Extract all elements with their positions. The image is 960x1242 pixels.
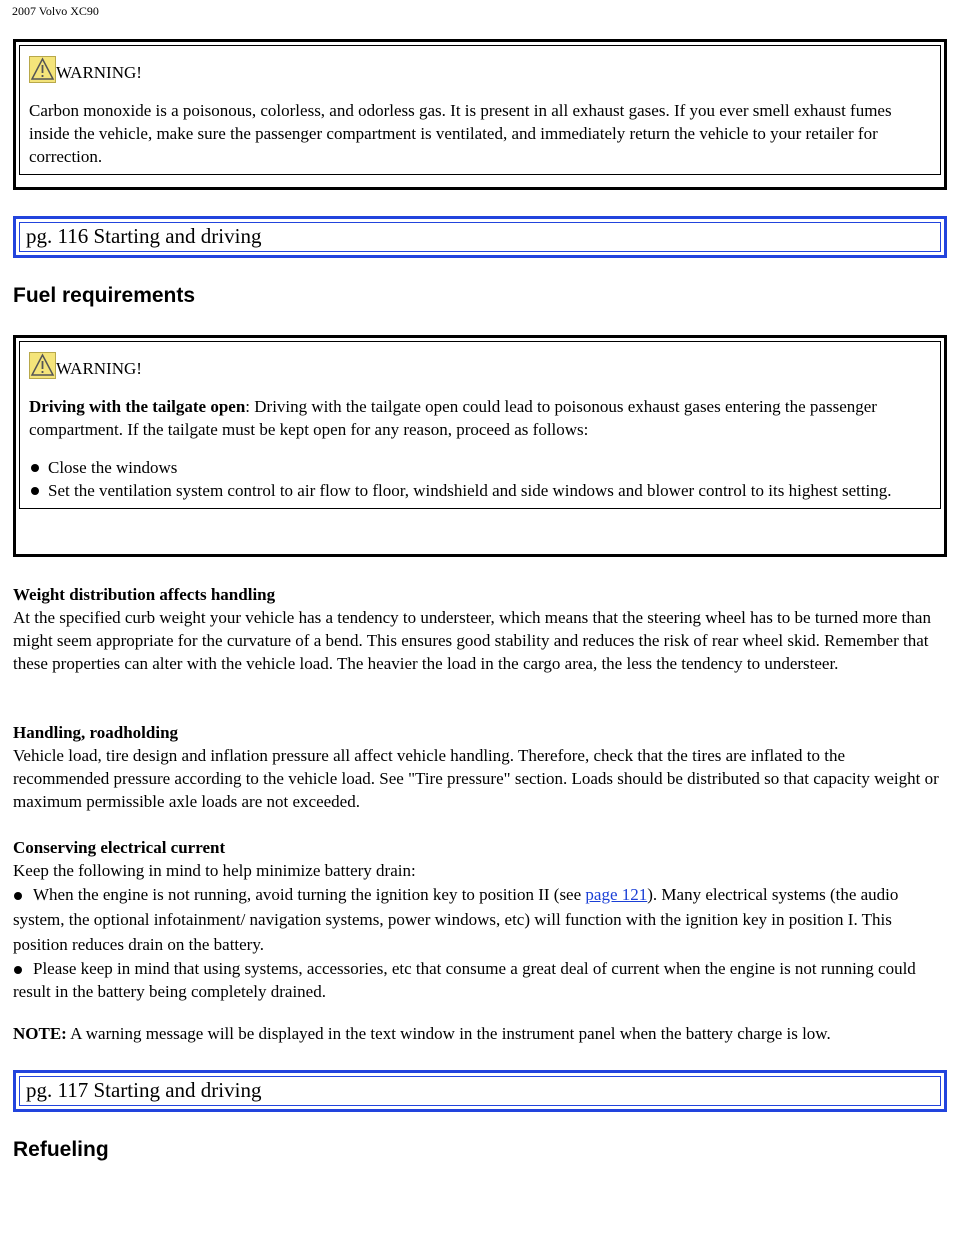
bullet-dot-icon (14, 966, 22, 974)
paragraph: Keep the following in mind to help minimize battery drain: (13, 861, 416, 880)
paragraph: Vehicle load, tire design and inflation pressure all affect vehicle handling. Therefore, check that the tires are inflated to the recommended pressure according to the vehicle load. See "Tire pressure" section. Loads should be distributed so that capacity weight or maximum permissible axle loads are not exceeded. (13, 746, 939, 811)
warning-triangle-icon (29, 352, 56, 379)
list-item: Please keep in mind that using systems, accessories, etc that consume a great deal of current when the engine is not running could result in the battery being completely drained. (13, 959, 916, 1001)
page-marker-117 (13, 1070, 947, 1112)
page-121-link[interactable]: page 121 (585, 885, 648, 904)
warning-lead-bold: Driving with the tailgate open (29, 397, 246, 416)
subheading: Weight distribution affects handling (13, 585, 276, 604)
warning-lead-text: : Driving with the tailgate open could lead to poisonous exhaust gases entering the passenger compartment. If the tailgate must be kept open for any reason, proceed as follows: (29, 397, 877, 439)
page-marker-116 (13, 216, 947, 258)
page-marker-label: pg. 116 Starting and driving (19, 222, 941, 252)
warning-text: Carbon monoxide is a poisonous, colorless, and odorless gas. It is present in all exhaust gases. If you ever smell exhaust fumes inside the vehicle, make sure the passenger compartment is ventilated, and immediately return the vehicle to your retailer for correction. (29, 101, 892, 166)
section-heading-fuel-requirements: Fuel requirements (13, 284, 196, 307)
note-label: NOTE: (13, 1024, 67, 1043)
warning-triangle-icon (29, 56, 56, 83)
warning-bullet-list (29, 456, 931, 502)
list-item: When the engine is not running, avoid turning the ignition key to position II (see page 121). Many electrical systems (the audio system, the optional infotainment/ navigation systems, power windows, etc) will function with the ignition key in position I. This position reduces drain on the battery. (13, 885, 899, 954)
section-weight-distribution (13, 583, 943, 675)
document-title: 2007 Volvo XC90 (12, 4, 99, 18)
page-marker-label: pg. 117 Starting and driving (19, 1076, 941, 1106)
bullet-dot-icon (14, 892, 22, 900)
subheading: Conserving electrical current (13, 838, 226, 857)
list-item: Set the ventilation system control to air flow to floor, windshield and side windows and blower control to its highest setting. (29, 479, 931, 502)
subheading: Handling, roadholding (13, 723, 179, 742)
warning-title: WARNING! (56, 359, 142, 378)
paragraph: At the specified curb weight your vehicle has a tendency to understeer, which means that the steering wheel has to be turned more than might seem appropriate for the curvature of a bend. This ensures good stability and reduces the risk of rear wheel skid. Remember that these properties can alter with the vehicle load. The heavier the load in the cargo area, the less the tendency to understeer. (13, 608, 931, 673)
section-handling-roadholding (13, 721, 943, 813)
warning-box-tailgate (13, 335, 947, 557)
warning-box-carbon-monoxide (13, 39, 947, 190)
note (13, 1022, 943, 1045)
note-text: A warning message will be displayed in the text window in the instrument panel when the battery charge is low. (66, 1024, 831, 1043)
section-heading-refueling: Refueling (13, 1138, 109, 1161)
bullet-dot-icon (31, 487, 39, 495)
section-conserving-current (13, 836, 943, 1003)
list-item: Close the windows (29, 456, 931, 479)
bullet-dot-icon (31, 464, 39, 472)
warning-title: WARNING! (56, 63, 142, 82)
